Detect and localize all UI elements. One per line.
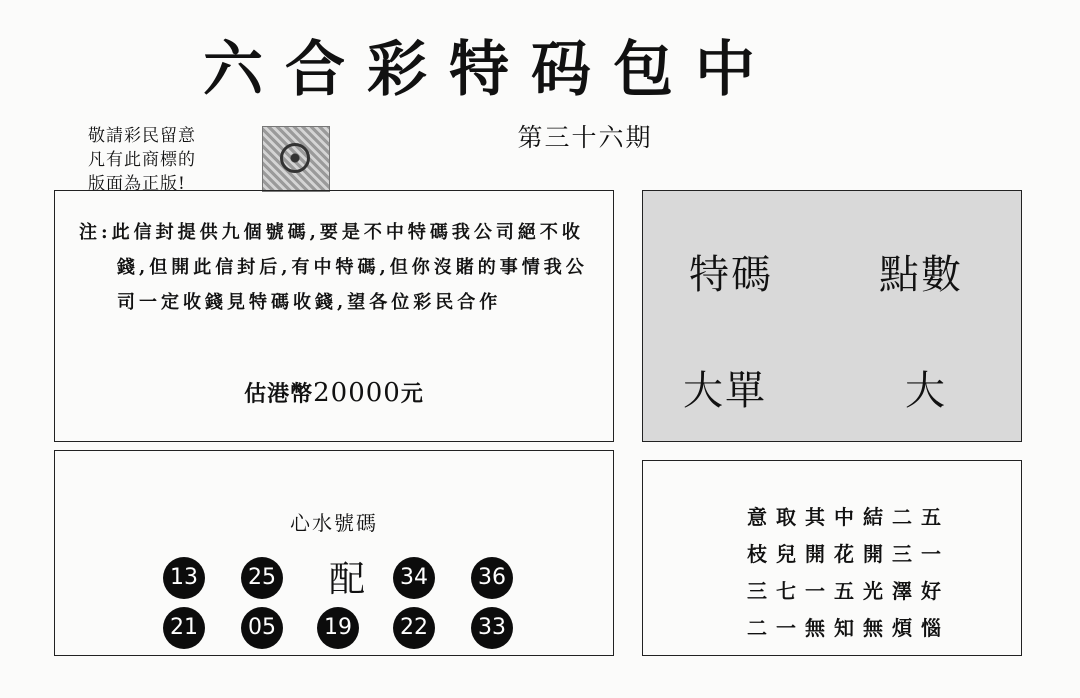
code-label: 特碼	[689, 252, 773, 298]
price-unit: 元	[400, 381, 424, 407]
poem-line: 意取其中結二五	[747, 505, 950, 529]
points-label: 點數	[879, 252, 963, 298]
number-ball: 13	[163, 557, 205, 599]
pair-label: 配	[328, 559, 365, 600]
number-ball: 05	[241, 607, 283, 649]
issue-number: 第三十六期	[517, 123, 653, 152]
numbers-panel	[54, 450, 614, 656]
notice-line: 版面為正版!	[88, 174, 186, 194]
numbers-title: 心水號碼	[290, 511, 378, 535]
number-ball: 19	[317, 607, 359, 649]
notice-line: 凡有此商標的	[88, 150, 196, 170]
special-code-panel	[642, 190, 1022, 442]
poem-line: 枝兒開花開三一	[747, 542, 950, 566]
poem-text	[747, 499, 950, 647]
number-ball: 33	[471, 607, 513, 649]
number-ball: 21	[163, 607, 205, 649]
note-text: 注:此信封提供九個號碼,要是不中特碼我公司絕不收錢,但開此信封后,有中特碼,但你沒賭的事情我公司一定收錢見特碼收錢,望各位彩民合作	[79, 222, 588, 313]
code-value: 大單	[683, 368, 767, 414]
number-ball: 22	[393, 607, 435, 649]
trademark-logo	[262, 126, 330, 192]
authenticity-notice	[88, 124, 258, 196]
poem-line: 二一無知無煩惱	[747, 616, 950, 640]
number-ball: 36	[471, 557, 513, 599]
notice-line: 敬請彩民留意	[88, 126, 196, 146]
note-panel	[54, 190, 614, 442]
points-value: 大	[905, 368, 947, 414]
price-label: 估港幣	[244, 381, 314, 407]
wheel-icon	[280, 143, 310, 173]
price-value: 20000	[313, 378, 401, 408]
poem-panel	[642, 460, 1022, 656]
number-ball: 25	[241, 557, 283, 599]
number-ball: 34	[393, 557, 435, 599]
poem-line: 三七一五光澤好	[747, 579, 950, 603]
price-line	[55, 377, 613, 408]
page-title: 六合彩特码包中	[203, 35, 777, 105]
